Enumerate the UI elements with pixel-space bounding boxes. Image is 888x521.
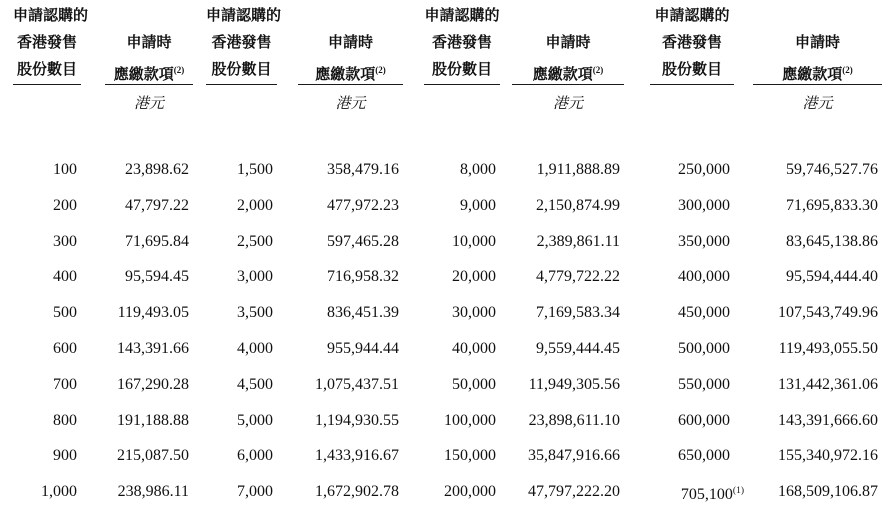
header-body-gap bbox=[105, 125, 193, 152]
group1-shares-header bbox=[13, 0, 89, 85]
amount-value: 1,911,888.89 bbox=[536, 161, 620, 178]
shares-value: 8,000 bbox=[460, 161, 496, 178]
amount-header-line1: 申請時 bbox=[794, 35, 840, 51]
shares-value: 5,000 bbox=[237, 411, 273, 429]
footnote-2-marker: (2) bbox=[375, 65, 386, 75]
group4-amount-column bbox=[753, 0, 882, 510]
shares-value: 20,000 bbox=[452, 268, 496, 286]
header-body-gap bbox=[298, 125, 403, 152]
shares-header-line3: 股份數目 bbox=[211, 62, 272, 78]
shares-value: 650,000 bbox=[678, 447, 730, 465]
shares-header-line2: 香港發售 bbox=[211, 35, 272, 51]
footnote-2-marker: (2) bbox=[842, 65, 853, 75]
amount-value: 4,779,722.22 bbox=[536, 268, 620, 286]
shares-header-line1: 申請認購的 bbox=[654, 8, 730, 24]
amount-value: 1,433,916.67 bbox=[315, 447, 399, 465]
amount-value: 11,949,305.56 bbox=[528, 375, 620, 393]
currency-unit: 港元 bbox=[133, 96, 164, 112]
amount-value: 167,290.28 bbox=[117, 375, 189, 393]
amount-value: 95,594,444.40 bbox=[786, 268, 878, 286]
amount-value: 955,944.44 bbox=[327, 339, 399, 357]
header-body-gap bbox=[424, 125, 500, 152]
amount-value: 47,797,222.20 bbox=[528, 483, 620, 501]
group2-shares-column bbox=[206, 0, 282, 510]
amount-value: 59,746,527.76 bbox=[786, 161, 878, 178]
group2-shares-header bbox=[206, 0, 282, 85]
shares-header-line1: 申請認購的 bbox=[206, 8, 282, 24]
amount-value: 143,391.66 bbox=[117, 339, 189, 357]
currency-unit: 港元 bbox=[802, 96, 833, 112]
amount-value: 155,340,972.16 bbox=[778, 447, 878, 465]
shares-header-line3: 股份數目 bbox=[16, 62, 77, 78]
shares-value: 200 bbox=[53, 196, 77, 214]
amount-value: 71,695.84 bbox=[125, 232, 189, 250]
footnote-2-marker: (2) bbox=[173, 65, 185, 75]
shares-value: 705,100 bbox=[680, 486, 733, 504]
amount-value: 1,075,437.51 bbox=[315, 375, 399, 393]
shares-value: 500 bbox=[53, 304, 77, 322]
shares-value: 3,500 bbox=[237, 304, 273, 322]
shares-value: 40,000 bbox=[452, 339, 496, 357]
shares-header-line2: 香港發售 bbox=[661, 35, 722, 51]
shares-value: 400,000 bbox=[678, 268, 730, 286]
shares-value: 2,500 bbox=[237, 232, 273, 250]
unit-spacer bbox=[13, 85, 81, 125]
amount-header-line2 bbox=[298, 57, 403, 84]
shares-value: 50,000 bbox=[452, 375, 496, 393]
shares-value: 4,500 bbox=[237, 375, 273, 393]
shares-value: 100,000 bbox=[444, 411, 496, 429]
header-body-gap bbox=[206, 125, 277, 152]
shares-value: 250,000 bbox=[678, 161, 730, 178]
amount-header-line2 bbox=[753, 57, 882, 84]
amount-value: 107,543,749.96 bbox=[778, 304, 878, 322]
amount-header-label: 應繳款項 bbox=[113, 67, 174, 83]
amount-header-label: 應繳款項 bbox=[315, 67, 376, 83]
shares-value: 550,000 bbox=[678, 375, 730, 393]
shares-value: 200,000 bbox=[444, 483, 496, 501]
amount-value: 71,695,833.30 bbox=[786, 196, 878, 214]
shares-header-line1: 申請認購的 bbox=[424, 8, 500, 24]
shares-value: 300 bbox=[53, 232, 77, 250]
amount-value: 95,594.45 bbox=[125, 268, 189, 286]
shares-value: 300,000 bbox=[678, 196, 730, 214]
amount-value: 238,986.11 bbox=[117, 483, 189, 501]
shares-value: 1,500 bbox=[237, 161, 273, 178]
shares-value: 1,000 bbox=[41, 483, 77, 501]
group3-shares-column bbox=[424, 0, 500, 510]
group4-shares-column bbox=[650, 0, 744, 510]
unit-spacer bbox=[650, 85, 734, 125]
amount-value: 7,169,583.34 bbox=[536, 304, 620, 322]
amount-value: 143,391,666.60 bbox=[778, 411, 878, 429]
shares-value: 9,000 bbox=[460, 196, 496, 214]
shares-value: 100 bbox=[53, 161, 77, 178]
amount-value: 2,150,874.99 bbox=[536, 196, 620, 214]
shares-value-with-footnote bbox=[650, 474, 744, 510]
shares-value: 150,000 bbox=[444, 447, 496, 465]
shares-value: 4,000 bbox=[237, 339, 273, 357]
amount-value: 9,559,444.45 bbox=[536, 339, 620, 357]
header-body-gap bbox=[650, 125, 734, 152]
amount-value: 597,465.28 bbox=[327, 232, 399, 250]
header-body-gap bbox=[13, 125, 81, 152]
unit-spacer bbox=[424, 85, 500, 125]
amount-value: 35,847,916.66 bbox=[528, 447, 620, 465]
shares-header-line2: 香港發售 bbox=[431, 35, 492, 51]
group2-amount-column bbox=[298, 0, 403, 510]
shares-value: 350,000 bbox=[678, 232, 730, 250]
header-body-gap bbox=[753, 125, 882, 152]
shares-header-line3: 股份數目 bbox=[661, 62, 722, 78]
group1-amount-header bbox=[105, 0, 193, 85]
group4-amount-header bbox=[753, 0, 882, 85]
footnote-1-marker: (1) bbox=[732, 486, 744, 497]
group3-amount-header bbox=[512, 0, 624, 85]
amount-header-line1: 申請時 bbox=[545, 35, 591, 51]
shares-value: 10,000 bbox=[452, 232, 496, 250]
amount-value: 23,898.62 bbox=[125, 161, 189, 178]
amount-value: 191,188.88 bbox=[117, 411, 189, 429]
shares-value: 800 bbox=[53, 411, 77, 429]
shares-value: 400 bbox=[53, 268, 77, 286]
group1-shares-column bbox=[13, 0, 89, 510]
shares-value: 6,000 bbox=[237, 447, 273, 465]
shares-header-line1: 申請認購的 bbox=[13, 8, 89, 24]
group4-shares-header bbox=[650, 0, 734, 85]
amount-value: 215,087.50 bbox=[117, 447, 189, 465]
currency-unit: 港元 bbox=[552, 96, 583, 112]
shares-value: 700 bbox=[53, 375, 77, 393]
amount-header-line1: 申請時 bbox=[327, 35, 373, 51]
amount-value: 119,493.05 bbox=[117, 304, 189, 322]
amount-value: 47,797.22 bbox=[125, 196, 189, 214]
group1-amount-column bbox=[105, 0, 193, 510]
shares-value: 450,000 bbox=[678, 304, 730, 322]
shares-value: 30,000 bbox=[452, 304, 496, 322]
group3-shares-header bbox=[424, 0, 500, 85]
amount-value: 1,194,930.55 bbox=[315, 411, 399, 429]
shares-header-line3: 股份數目 bbox=[431, 62, 492, 78]
amount-value: 119,493,055.50 bbox=[778, 339, 878, 357]
amount-value: 168,509,106.87 bbox=[778, 483, 878, 501]
amount-value: 2,389,861.11 bbox=[536, 232, 620, 250]
footnote-2-marker: (2) bbox=[592, 65, 604, 75]
header-body-gap bbox=[512, 125, 624, 152]
amount-value: 131,442,361.06 bbox=[778, 375, 878, 393]
shares-header-line2: 香港發售 bbox=[16, 35, 77, 51]
unit-spacer bbox=[206, 85, 277, 125]
amount-value: 836,451.39 bbox=[327, 304, 399, 322]
amount-value: 358,479.16 bbox=[327, 161, 399, 178]
shares-value: 600,000 bbox=[678, 411, 730, 429]
amount-header-label: 應繳款項 bbox=[782, 67, 843, 83]
shares-value: 7,000 bbox=[237, 483, 273, 501]
amount-header-line1: 申請時 bbox=[126, 35, 172, 51]
amount-value: 23,898,611.10 bbox=[528, 411, 620, 429]
amount-value: 716,958.32 bbox=[327, 268, 399, 286]
amount-header-line2 bbox=[105, 57, 193, 84]
amount-header-line2 bbox=[512, 57, 624, 84]
group3-amount-column bbox=[512, 0, 624, 510]
amount-value: 477,972.23 bbox=[327, 196, 399, 214]
currency-unit: 港元 bbox=[335, 96, 366, 112]
shares-value: 600 bbox=[53, 339, 77, 357]
amount-value: 1,672,902.78 bbox=[315, 483, 399, 501]
shares-value: 2,000 bbox=[237, 196, 273, 214]
shares-value: 500,000 bbox=[678, 339, 730, 357]
amount-header-label: 應繳款項 bbox=[532, 67, 593, 83]
shares-value: 3,000 bbox=[237, 268, 273, 286]
shares-value: 900 bbox=[53, 447, 77, 465]
amount-value: 83,645,138.86 bbox=[786, 232, 878, 250]
group2-amount-header bbox=[298, 0, 403, 85]
